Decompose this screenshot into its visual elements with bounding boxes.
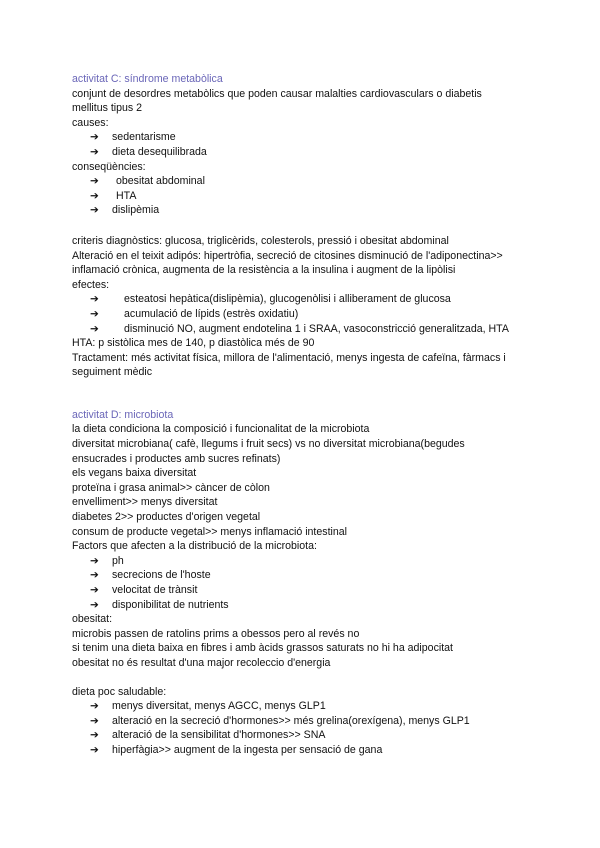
obesity-line-2: si tenim una dieta baixa en fibres i amb àcids grassos saturats no hi ha adipocitat bbox=[72, 642, 453, 655]
arrow-icon: ➔ bbox=[90, 554, 99, 567]
arrow-icon: ➔ bbox=[90, 743, 99, 756]
consequences-list bbox=[72, 174, 542, 218]
arrow-icon: ➔ bbox=[90, 584, 99, 596]
microbiota-line-8: consum de producte vegetal>> menys inflamació intestinal bbox=[72, 525, 348, 538]
list-item: ➔ HTA bbox=[90, 189, 137, 202]
list-item: ➔ esteatosi hepàtica(dislipèmia), glucogenòlisi i alliberament de glucosa bbox=[90, 293, 451, 306]
treatment-line-1: Tractament: més activitat física, millora de l'alimentació, menys ingesta de cafeïna, fàrmacs i bbox=[72, 351, 506, 364]
microbiota-line-1: la dieta condiciona la composició i funcionalitat de la microbiota bbox=[72, 423, 370, 436]
causes-label: causes: bbox=[72, 116, 109, 129]
list-item: ➔ velocitat de trànsit bbox=[90, 584, 198, 596]
causes-list bbox=[72, 130, 542, 159]
arrow-icon: ➔ bbox=[90, 700, 99, 713]
adipose-line-1: Alteració en el teixit adipós: hipertròfia, secreció de citosines disminució de l'adiponectina>> bbox=[72, 249, 503, 262]
arrow-icon: ➔ bbox=[90, 189, 99, 202]
unhealthy-diet-label: dieta poc saludable: bbox=[72, 685, 167, 698]
microbiota-line-7: diabetes 2>> productes d'origen vegetal bbox=[72, 511, 261, 524]
microbiota-line-2: diversitat microbiana( cafè, llegums i fruit secs) vs no diversitat microbiana(begudes bbox=[72, 438, 465, 451]
arrow-icon: ➔ bbox=[90, 714, 99, 727]
microbiota-line-6: envelliment>> menys diversitat bbox=[72, 496, 218, 509]
section-c-heading: activitat C: síndrome metabòlica bbox=[72, 73, 223, 85]
list-item: ➔ obesitat abdominal bbox=[90, 175, 205, 188]
list-item: ➔ dislipèmia bbox=[90, 204, 160, 217]
list-item: ➔ disponibilitat de nutrients bbox=[90, 598, 229, 611]
list-item: ➔ alteració en la secreció d'hormones>> més grelina(orexígena), menys GLP1 bbox=[90, 714, 470, 727]
microbiota-line-3: ensucrades i productes amb sucres refinats) bbox=[72, 452, 281, 465]
list-item: ➔ hiperfàgia>> augment de la ingesta per sensació de gana bbox=[90, 743, 383, 756]
list-item: ➔ menys diversitat, menys AGCC, menys GLP1 bbox=[90, 700, 326, 713]
treatment-line-2: seguiment mèdic bbox=[72, 366, 153, 379]
unhealthy-diet-list bbox=[72, 699, 542, 757]
arrow-icon: ➔ bbox=[90, 729, 99, 742]
arrow-icon: ➔ bbox=[90, 204, 99, 217]
arrow-icon: ➔ bbox=[90, 322, 99, 335]
definition-line-2: mellitus tipus 2 bbox=[72, 102, 143, 115]
obesity-line-3: obesitat no és resultat d'una major recoleccio d'energia bbox=[72, 656, 331, 669]
obesity-line-1: microbis passen de ratolins prims a obessos pero al revés no bbox=[72, 627, 360, 640]
list-item: ➔ sedentarisme bbox=[90, 131, 176, 144]
arrow-icon: ➔ bbox=[90, 598, 99, 611]
criteria-line: criteris diagnòstics: glucosa, triglicèrids, colesterols, pressió i obesitat abdominal bbox=[72, 234, 449, 247]
list-item: ➔ ph bbox=[90, 554, 124, 567]
section-d-heading: activitat D: microbiota bbox=[72, 408, 174, 421]
arrow-icon: ➔ bbox=[90, 293, 99, 306]
list-item: ➔ secrecions de l'hoste bbox=[90, 569, 211, 582]
document-page bbox=[72, 72, 542, 758]
list-item: ➔ acumulació de lípids (estrès oxidatiu) bbox=[90, 307, 299, 320]
factors-list bbox=[72, 554, 542, 612]
factors-label: Factors que afecten a la distribució de la microbiota: bbox=[72, 540, 317, 553]
microbiota-line-5: proteïna i grasa animal>> càncer de còlon bbox=[72, 481, 270, 494]
list-item: ➔ alteració de la sensibilitat d'hormones>> SNA bbox=[90, 729, 326, 742]
hta-line: HTA: p sistòlica mes de 140, p diastòlica més de 90 bbox=[72, 337, 315, 350]
effects-list bbox=[72, 292, 542, 336]
definition-line-1: conjunt de desordres metabòlics que poden causar malalties cardiovasculars o diabetis bbox=[72, 87, 482, 100]
adipose-line-2: inflamació crònica, augmenta de la resistència a la insulina i augment de la lipòlisi bbox=[72, 264, 456, 277]
effects-label: efectes: bbox=[72, 278, 110, 291]
list-item: ➔ dieta desequilibrada bbox=[90, 145, 207, 158]
consequences-label: conseqüències: bbox=[72, 160, 146, 173]
obesity-label: obesitat: bbox=[72, 613, 113, 626]
arrow-icon: ➔ bbox=[90, 145, 99, 158]
arrow-icon: ➔ bbox=[90, 175, 99, 188]
list-item: ➔ disminució NO, augment endotelina 1 i SRAA, vasoconstricció generalitzada, HTA bbox=[90, 322, 509, 335]
arrow-icon: ➔ bbox=[90, 131, 99, 144]
arrow-icon: ➔ bbox=[90, 307, 99, 320]
arrow-icon: ➔ bbox=[90, 569, 99, 582]
microbiota-line-4: els vegans baixa diversitat bbox=[72, 467, 197, 480]
